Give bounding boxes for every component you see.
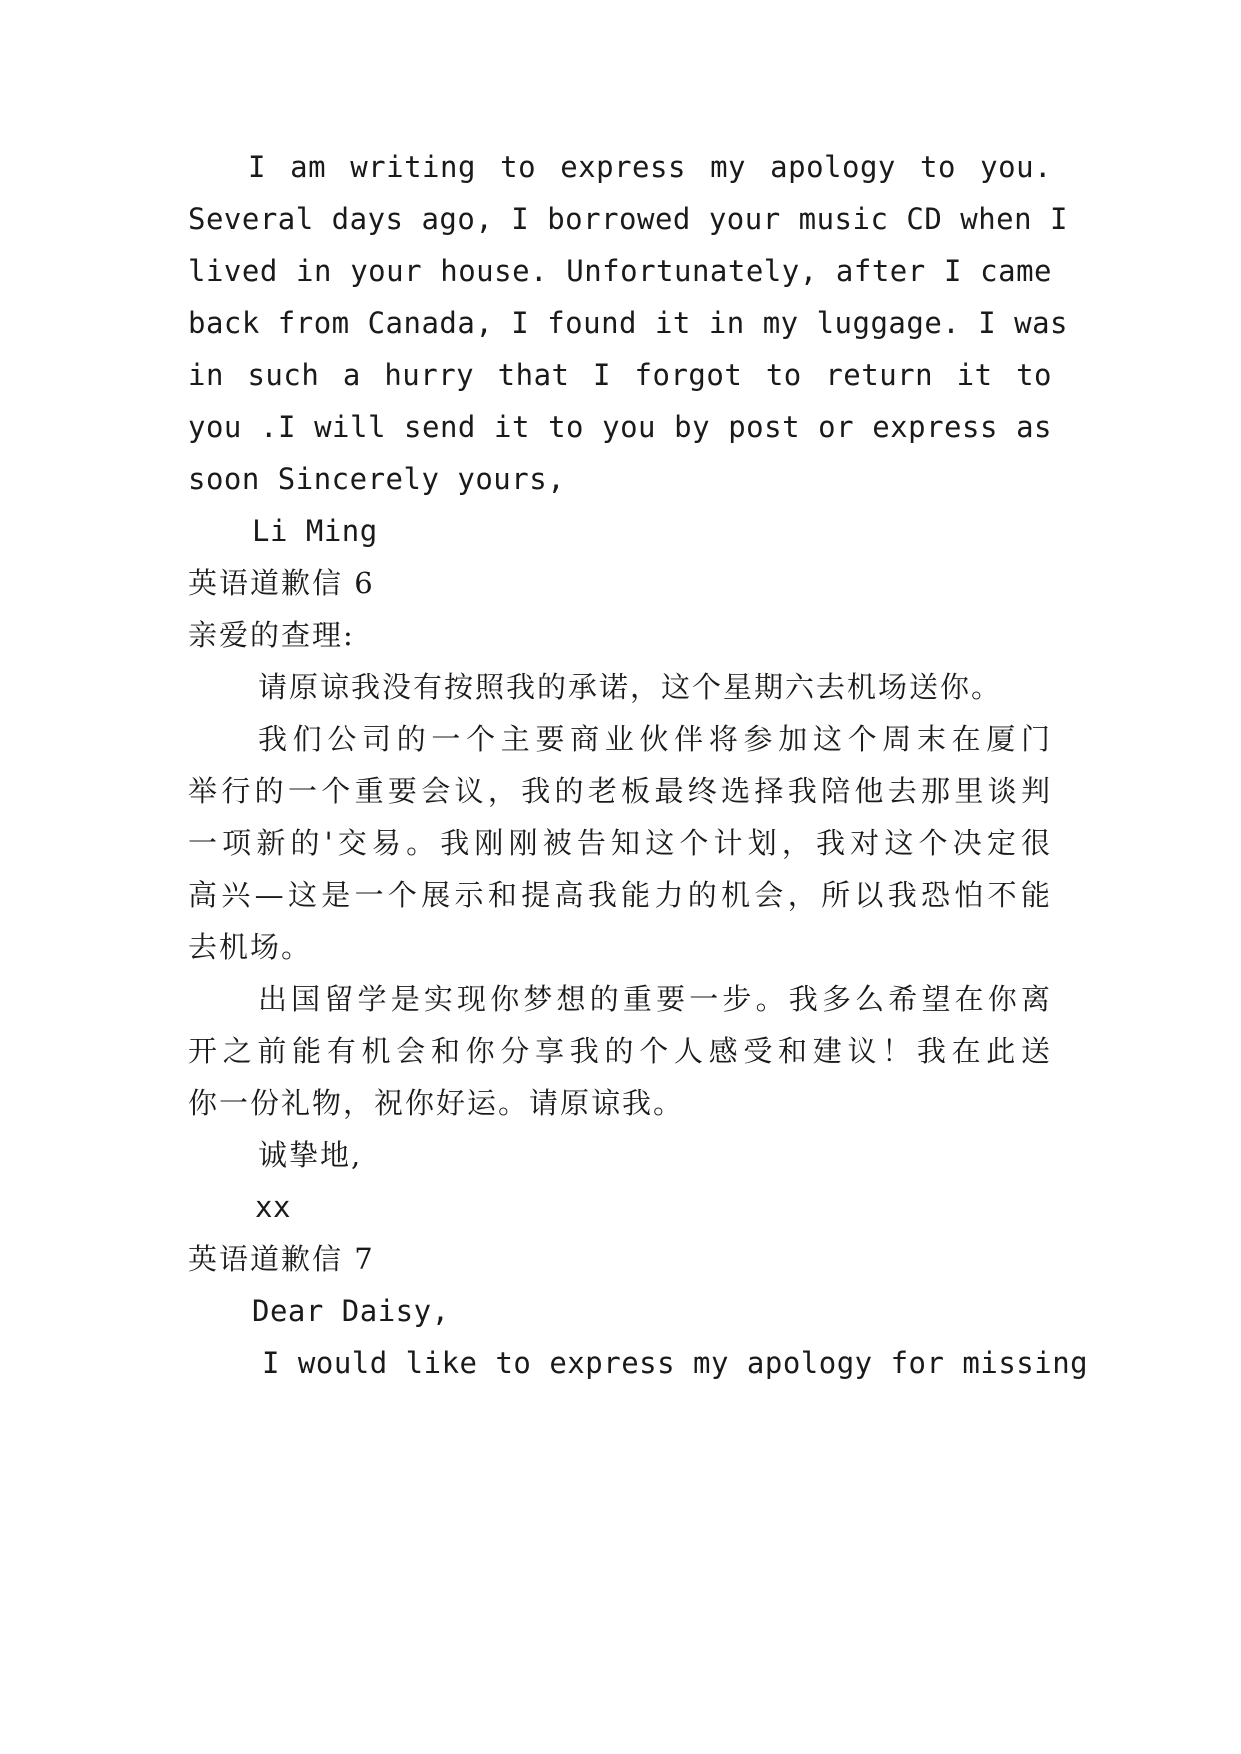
paragraph-line: 去机场。	[188, 930, 313, 964]
paragraph-line: in such a hurry that I forgot to return it to	[188, 358, 1052, 392]
paragraph-line: I am writing to express my apology to you.	[248, 150, 1052, 184]
section-heading: 英语道歉信 6	[188, 566, 375, 600]
paragraph-line: 高兴—这是一个展示和提高我能力的机会，所以我恐怕不能	[188, 878, 1052, 912]
paragraph-line: 你一份礼物，祝你好运。请原谅我。	[188, 1086, 685, 1120]
paragraph-line: lived in your house. Unfortunately, after I came	[188, 254, 1052, 288]
closing: 诚挚地,	[258, 1138, 363, 1172]
paragraph-line: 举行的一个重要会议，我的老板最终选择我陪他去那里谈判	[188, 774, 1052, 808]
paragraph-line: I would like to express my apology for missing	[262, 1346, 1089, 1380]
paragraph-line: 一项新的'交易。我刚刚被告知这个计划，我对这个决定很	[188, 826, 1052, 860]
paragraph-line: you .I will send it to you by post or express as	[188, 410, 1052, 444]
signature: Li Ming	[252, 514, 378, 548]
paragraph-line: back from Canada, I found it in my luggage. I was	[188, 306, 1069, 340]
paragraph-line: Several days ago, I borrowed your music CD when I	[188, 202, 1069, 236]
paragraph-line: 我们公司的一个主要商业伙伴将参加这个周末在厦门	[258, 722, 1052, 756]
paragraph-line: soon Sincerely yours,	[188, 462, 566, 496]
paragraph-line: 出国留学是实现你梦想的重要一步。我多么希望在你离	[258, 982, 1052, 1016]
signature: xx	[255, 1190, 291, 1224]
salutation: 亲爱的查理:	[188, 618, 355, 652]
section-heading: 英语道歉信 7	[188, 1242, 375, 1276]
salutation: Dear Daisy,	[252, 1294, 450, 1328]
paragraph-line: 请原谅我没有按照我的承诺，这个星期六去机场送你。	[258, 670, 1003, 704]
paragraph-line: 开之前能有机会和你分享我的个人感受和建议！我在此送	[188, 1034, 1052, 1068]
